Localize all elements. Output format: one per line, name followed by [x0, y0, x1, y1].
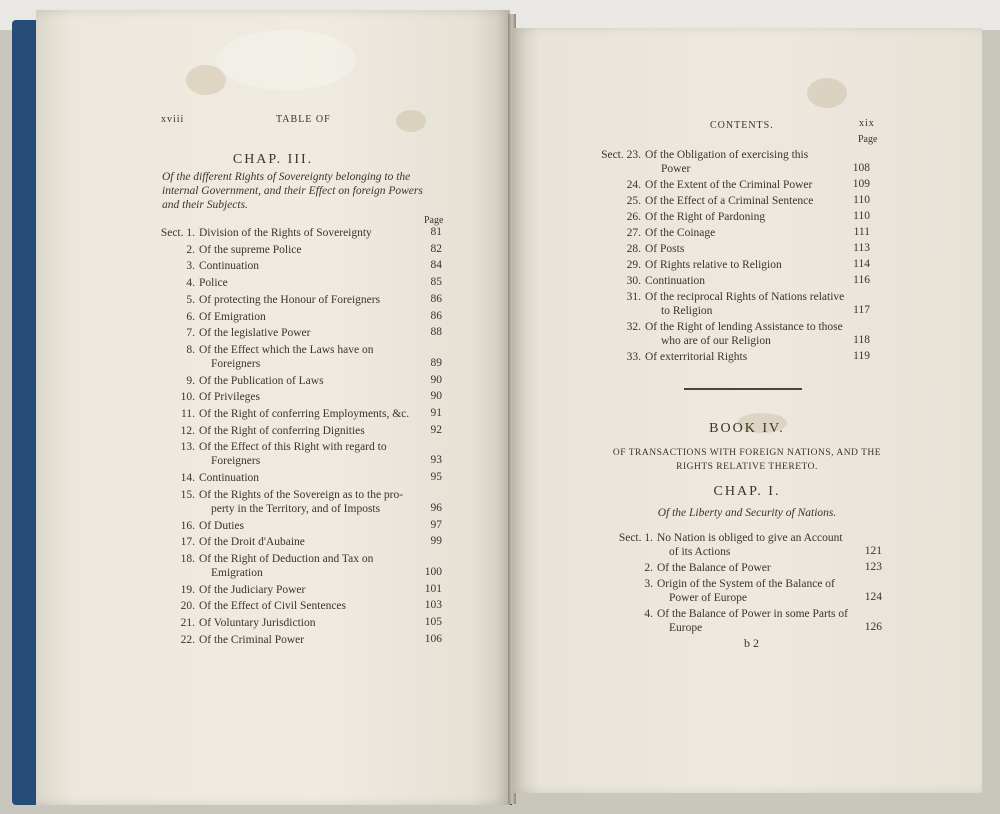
toc-entry — [180, 616, 316, 630]
toc-entry — [626, 290, 845, 318]
toc-entry — [186, 243, 302, 257]
section-number: 28. — [626, 243, 641, 255]
section-number: Sect. 1. — [618, 532, 653, 544]
section-number: 6. — [186, 310, 195, 323]
section-number: 4. — [644, 608, 653, 620]
entry-title: Of the Right of conferring Dignities — [199, 424, 365, 437]
section-number: 20. — [180, 600, 195, 613]
page-number: 81 — [430, 226, 442, 238]
entry-title: to Religion — [661, 305, 713, 317]
entry-title: Of the reciprocal Rights of Nations relative — [645, 291, 845, 303]
page-number: 123 — [864, 561, 882, 573]
entry-title: Of the Criminal Power — [199, 633, 305, 646]
entry-title: Of Privileges — [199, 391, 261, 404]
entry-title: who are of our Religion — [661, 335, 771, 347]
section-number: 32. — [626, 321, 641, 333]
section-number: 16. — [180, 519, 195, 532]
toc-entry — [180, 519, 245, 533]
entry-title: Of Duties — [199, 519, 245, 532]
entry-title: Continuation — [645, 275, 706, 287]
page-number: 103 — [424, 599, 442, 612]
toc-entry — [626, 194, 814, 208]
page-number: 110 — [853, 194, 870, 206]
section-number: 2. — [644, 562, 653, 574]
entry-title: No Nation is obliged to give an Account — [657, 532, 843, 544]
toc-entry — [180, 471, 260, 485]
section-number: 4. — [186, 277, 195, 290]
entry-title: Of Voluntary Jurisdiction — [199, 617, 316, 629]
entry-title: Of the Right of lending Assistance to those — [645, 321, 843, 333]
toc-entry — [626, 178, 813, 192]
toc-entry — [186, 310, 266, 324]
entry-title: Of the Balance of Power in some Parts of — [657, 608, 848, 620]
page-number: 93 — [430, 454, 442, 467]
entry-title: Of Rights relative to Religion — [645, 259, 782, 271]
entry-title: Of the legislative Power — [199, 327, 311, 340]
toc-entry — [626, 274, 706, 288]
page-number: 101 — [424, 582, 442, 595]
book-subtitle-1: OF TRANSACTIONS WITH FOREIGN NATIONS, AND THE — [612, 448, 882, 458]
section-number: 3. — [186, 260, 195, 273]
page-number: 124 — [864, 591, 882, 603]
page-number: 100 — [424, 565, 442, 578]
entry-title: Foreigners — [211, 455, 261, 468]
toc-entry — [180, 633, 305, 647]
toc-entry — [180, 552, 374, 580]
page-number: 116 — [853, 274, 870, 286]
toc-entry — [186, 343, 374, 371]
chapter-subtitle: Of the Liberty and Security of Nations. — [657, 507, 837, 519]
chapter-heading: CHAP. III. — [232, 152, 314, 167]
page-number: 88 — [430, 326, 442, 339]
entry-title: Of the Effect of this Right with regard to — [199, 441, 387, 454]
toc-entry — [160, 226, 372, 240]
toc-entry — [180, 583, 306, 597]
section-rule — [684, 388, 802, 390]
section-number: 29. — [626, 259, 641, 271]
section-number: 7. — [186, 327, 195, 340]
toc-entry — [626, 320, 843, 348]
left-page — [36, 10, 510, 805]
toc-entry — [186, 259, 260, 273]
page-column-label: Page — [424, 215, 444, 226]
section-number: 21. — [180, 617, 195, 629]
entry-title: Continuation — [199, 472, 260, 485]
toc-entry — [644, 607, 848, 635]
toc-entry — [626, 242, 685, 256]
entry-title: perty in the Territory, and of Imposts — [211, 502, 381, 515]
page-number: 84 — [430, 259, 442, 272]
section-number: 24. — [626, 179, 641, 191]
entry-title: Of the Effect of a Criminal Sentence — [645, 195, 814, 207]
page-number: 82 — [430, 242, 442, 255]
toc-entry — [181, 407, 410, 421]
section-number: 3. — [644, 578, 653, 590]
toc-entry — [626, 258, 782, 272]
section-number: 10. — [180, 391, 195, 404]
section-number: 2. — [186, 243, 195, 256]
entry-title: Of the Publication of Laws — [199, 374, 324, 387]
section-number: 15. — [180, 488, 195, 501]
book-subtitle-2: RIGHTS RELATIVE THERETO. — [676, 462, 818, 472]
entry-title: Of Posts — [645, 243, 685, 255]
entry-title: Of protecting the Honour of Foreigners — [199, 293, 381, 306]
page-number: 118 — [853, 334, 870, 346]
entry-title: Of the Droit d'Aubaine — [199, 536, 305, 549]
page-number: 95 — [430, 471, 442, 484]
entry-title: Power — [661, 163, 691, 175]
entry-title: of its Actions — [669, 546, 731, 558]
toc-entry — [186, 276, 228, 290]
toc-entry — [186, 293, 381, 307]
toc-entry — [626, 350, 748, 364]
signature-mark: b 2 — [744, 636, 759, 650]
toc-entry — [180, 440, 387, 468]
toc-entry — [626, 210, 766, 224]
running-page-number: xix — [859, 118, 875, 129]
section-number: 14. — [180, 472, 195, 485]
page-number: 117 — [853, 304, 870, 316]
book-heading: BOOK IV. — [709, 421, 785, 436]
page-number: 90 — [430, 390, 442, 403]
entry-title: Emigration — [211, 566, 263, 579]
foxing-stain — [396, 110, 426, 132]
page-number: 91 — [430, 407, 442, 419]
section-number: 19. — [180, 583, 195, 596]
chapter-heading: CHAP. I. — [713, 484, 781, 499]
foxing-stain — [807, 78, 847, 108]
toc-entry — [180, 599, 347, 613]
section-number: 25. — [626, 195, 641, 207]
toc-entry — [644, 577, 835, 605]
entry-title: Of the Right of conferring Employments, &c. — [199, 408, 410, 420]
entry-title: Of the Balance of Power — [657, 562, 771, 574]
entry-title: Of the Judiciary Power — [199, 583, 306, 596]
entry-title: Of the Obligation of exercising this — [645, 149, 809, 161]
page-number: 106 — [424, 632, 442, 645]
section-number: 31. — [626, 291, 641, 303]
page-number: 114 — [853, 258, 870, 270]
page-number: 113 — [853, 242, 870, 254]
page-number: 86 — [430, 292, 442, 305]
page-number: 108 — [852, 162, 870, 174]
page-number: 96 — [430, 501, 442, 514]
entry-title: Power of Europe — [669, 592, 747, 604]
entry-title: Of the Coinage — [645, 227, 716, 239]
entry-title: Police — [199, 277, 228, 290]
toc-entry — [180, 488, 404, 516]
entry-title: Origin of the System of the Balance of — [657, 578, 835, 590]
entry-title: Continuation — [199, 260, 260, 273]
chapter-subtitle-1: Of the different Rights of Sovereignty belonging to the — [162, 171, 411, 183]
page-number: 119 — [853, 350, 870, 362]
page-number: 86 — [430, 309, 442, 322]
entry-title: Foreigners — [211, 357, 261, 370]
entry-title: Of the Right of Deduction and Tax on — [199, 552, 374, 565]
section-number: 11. — [181, 408, 195, 420]
section-number: 9. — [186, 374, 195, 387]
toc-entry — [180, 424, 365, 438]
chapter-subtitle-2: internal Government, and their Effect on foreign Powers — [162, 185, 423, 197]
section-number: Sect. 1. — [160, 227, 195, 239]
section-number: 33. — [626, 351, 641, 363]
page-number: 121 — [864, 545, 882, 557]
entry-title: Of the Rights of the Sovereign as to the pro- — [199, 488, 404, 501]
section-number: 17. — [180, 536, 195, 549]
entry-title: Of the Extent of the Criminal Power — [645, 179, 813, 191]
toc-entry — [186, 374, 324, 388]
entry-title: Of the Effect which the Laws have on — [199, 343, 374, 356]
toc-entry — [180, 535, 305, 549]
running-page-number: xviii — [161, 114, 185, 125]
toc-entry — [601, 148, 809, 176]
section-number: 22. — [180, 633, 195, 646]
toc-entry — [186, 326, 311, 340]
section-number: 30. — [626, 275, 641, 287]
toc-entry — [644, 561, 771, 575]
section-number: 12. — [180, 424, 195, 437]
section-number: Sect. 23. — [601, 149, 641, 161]
right-page — [512, 28, 982, 793]
page-number: 110 — [853, 210, 870, 222]
entry-title: Division of the Rights of Sovereignty — [199, 227, 372, 239]
entry-title: Of the supreme Police — [199, 243, 302, 256]
entry-title: Of exterritorial Rights — [645, 351, 748, 363]
running-head: TABLE OF — [276, 114, 331, 125]
section-number: 18. — [180, 552, 195, 565]
paper-fold — [216, 30, 356, 90]
page-number: 97 — [430, 518, 442, 531]
toc-entry — [180, 390, 261, 404]
page-column-label: Page — [858, 134, 878, 145]
page-number: 99 — [430, 535, 442, 548]
entry-title: Of the Right of Pardoning — [645, 211, 766, 223]
page-number: 92 — [430, 423, 442, 436]
page-number: 85 — [430, 276, 442, 289]
running-head: CONTENTS. — [710, 120, 774, 131]
section-number: 13. — [180, 441, 195, 454]
page-number: 109 — [852, 178, 870, 190]
section-number: 5. — [186, 293, 195, 306]
section-number: 8. — [186, 343, 195, 356]
toc-entry — [618, 531, 843, 559]
page-number: 90 — [430, 373, 442, 386]
toc-entry — [626, 226, 716, 240]
page-number: 126 — [864, 621, 882, 633]
page-number: 89 — [430, 356, 442, 369]
page-number: 105 — [424, 616, 442, 628]
section-number: 26. — [626, 211, 641, 223]
entry-title: Of the Effect of Civil Sentences — [199, 600, 347, 613]
section-number: 27. — [626, 227, 641, 239]
chapter-subtitle-3: and their Subjects. — [162, 199, 248, 211]
entry-title: Of Emigration — [199, 310, 266, 323]
page-number: 111 — [853, 226, 870, 238]
entry-title: Europe — [669, 622, 703, 634]
